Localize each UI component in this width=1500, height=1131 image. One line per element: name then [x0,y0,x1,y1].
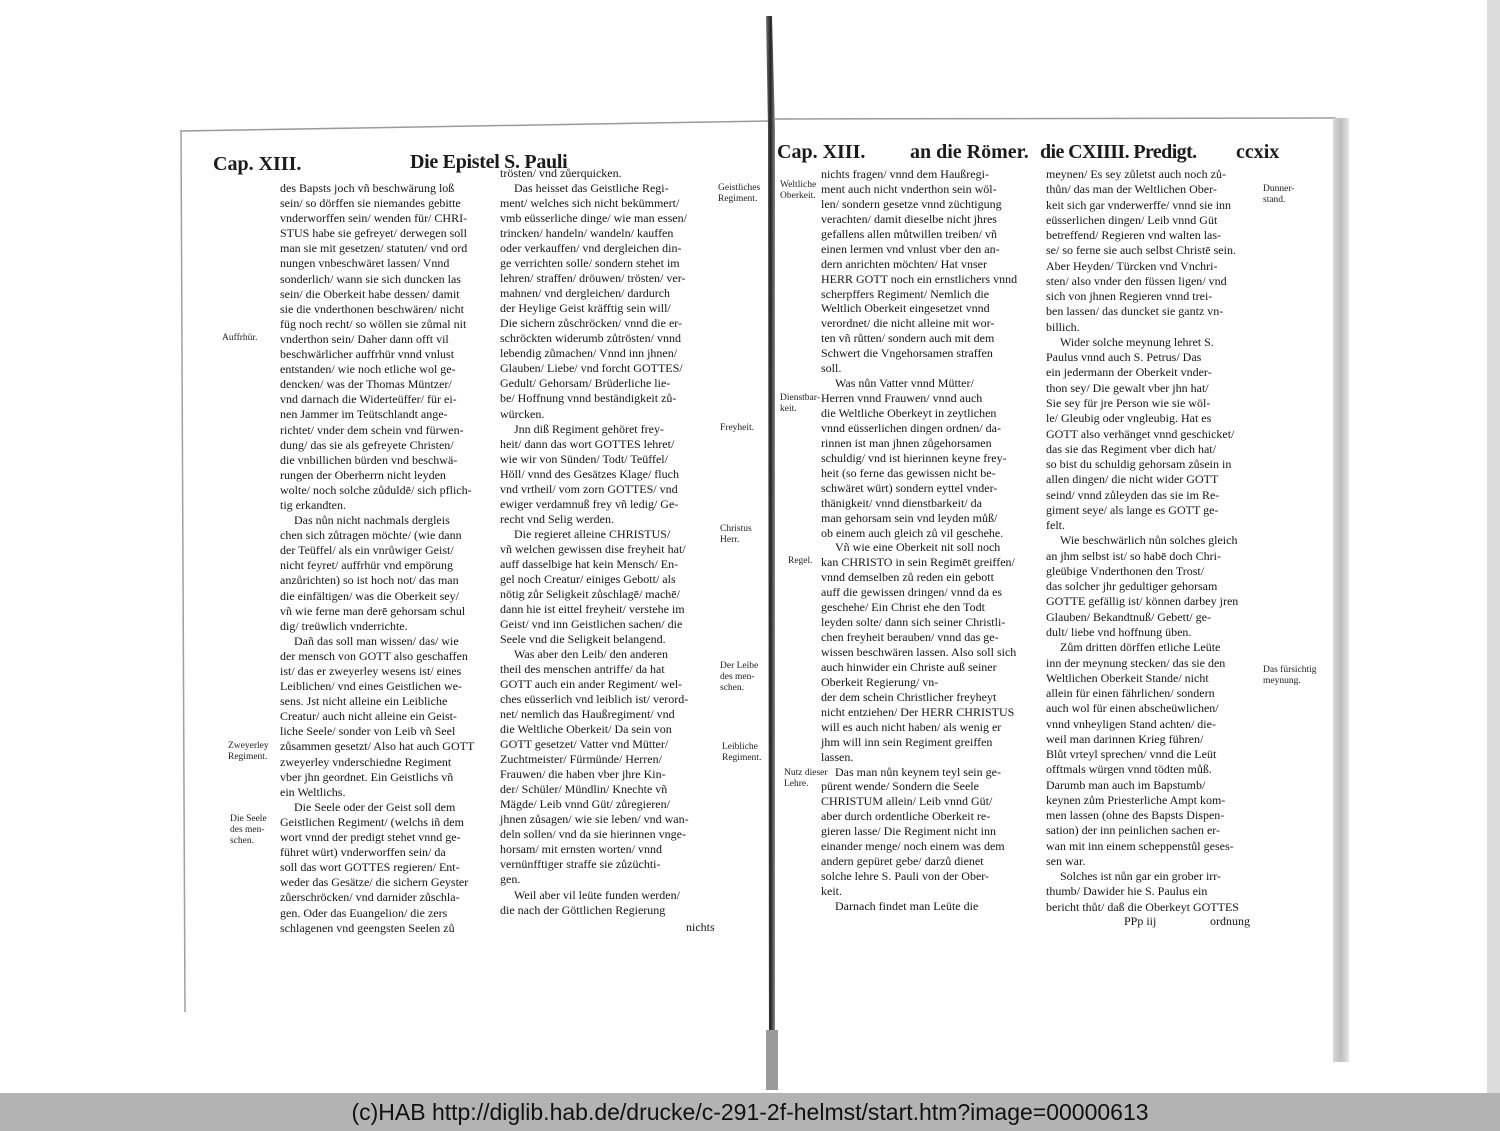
text-line: vmb eüsserliche dinge/ wie man essen/ [500,211,687,226]
text-line: der Heylige Geist kräfftig sein will/ [500,301,671,316]
text-line: wie wir von Sünden/ Todt/ Teüffel/ [500,451,668,466]
text-line: die Weltliche Oberkeyt in zeytlichen [821,406,997,420]
text-line: CHRISTUM allein/ Leib vnnd Güt/ [821,794,993,809]
text-line: füg noch recht/ so wöllen sie zůmal nit [280,316,467,331]
text-line: allein für einen fährlichen/ sondern [1046,686,1215,701]
text-line: HERR GOTT noch ein ernstlichers vnnd [821,271,1018,286]
text-line: le/ Gleubig oder vngleubig. Hat es [1046,411,1212,426]
text-line: ment/ welches sich nicht bekümmert/ [500,196,680,211]
text-line: jhm will inn sein Regiment greiffen [821,734,993,749]
text-line: Weil aber vil leüte funden werden/ [514,887,680,902]
text-line: auff die gewissen dringen/ vnnd da es [821,585,1003,600]
text-line: Sie sey für jre Person wie sie wöl- [1046,395,1211,410]
text-line: nicht entziehen/ Der HERR CHRISTUS [821,704,1015,719]
text-line: recht vnd Selig werden. [500,511,614,526]
text-line: vnnd vnheyligen Stand achten/ die- [1046,716,1216,731]
text-line: rungen der Oberherrn nicht leyden [280,467,446,482]
text-line: entstanden/ wie noch etliche wol ge- [280,362,456,377]
text-line: die einfältigen/ was die Oberkeit sey/ [280,588,459,603]
scan-edge [1487,0,1500,1093]
text-line: Herren vnnd Frauwen/ vnnd auch [821,391,983,406]
text-line: rinnen ist man jhnen zůgehorsamen [821,435,992,450]
text-line: keit. [821,884,842,898]
text-line: nen Jammer im Teütschlandt ange- [280,407,448,422]
text-line: ein jedermann der Oberkeit vnder- [1046,365,1212,380]
text-line: einen lermen vnd vnlust vber den an- [821,241,1000,256]
left-page-left-edge [181,131,185,1012]
text-line: Darnach findet man Leüte die [835,898,979,913]
text-line: zweyerley vnderschiedne Regiment [280,754,452,769]
text-line: Gedult/ Gehorsam/ Brüderliche lie- [500,376,671,391]
text-line: Aber Heyden/ Türcken vnd Vnchri- [1046,258,1218,273]
text-line: auch wol für einen abscheüwlichen/ [1046,701,1219,716]
text-line: gleübige Vnderthonen den Trost/ [1046,563,1205,578]
text-line: ben lassen/ das duncket sie gantz vn- [1046,304,1224,319]
margin-note: Das fürsichtig meynung. [1263,665,1317,686]
margin-note: Freyheit. [720,423,755,433]
text-line: dung/ das sie als gefreyete Christen/ [280,437,454,452]
text-line: pürent wende/ Sondern die Seele [821,779,979,794]
text-line: weder das Gesätze/ die sichern Geyster [280,875,469,890]
text-line: vnd vrtheil/ vom zorn GOTTES/ vnd [500,481,678,496]
text-line: richtet/ vnder dem schein vnd fürwen- [280,422,464,437]
text-line: wolte/ noch solche zůduldē/ sich pflich- [280,482,472,497]
left-page-top-edge [180,121,770,131]
text-line: schwäret würt) sondern eyttel vnder- [821,480,998,495]
text-line: Das nůn nicht nachmals dergleis [294,513,450,528]
margin-note: Dienstbar- keit. [780,393,820,414]
text-line: deln sollen/ vnd da sie hierinnen vnge- [500,827,686,842]
text-line: gen. Oder das Euangelion/ die zers [280,905,448,920]
copyright-bar [0,1093,1500,1131]
text-line: Das man nůn keynem teyl sein ge- [835,764,1001,779]
text-line: be/ Hoffnung vnnd beständigkeit zů- [500,391,677,406]
right-page-top-edge [775,118,1336,119]
text-line: Glauben/ Bekandtnuß/ Gebett/ ge- [1046,609,1211,624]
text-line: thůn/ das man der Weltlichen Ober- [1046,182,1217,197]
text-line: verachten/ damit dieselbe nicht jhres [821,211,997,226]
signature-mark: PPp iij [1124,914,1157,928]
text-line: ist/ das er zweyerley wesens ist/ eines [280,664,462,678]
text-line: nichts fragen/ vnnd dem Haußregi- [821,167,989,181]
text-line: Höll/ vnnd des Gesätzes Klage/ fluch [500,466,679,481]
margin-note: Weltliche Oberkeit. [780,180,817,201]
text-line: len/ sondern gesetze vnnd züchtigung [821,196,1002,211]
text-line: heit (so ferne das gewissen nicht be- [821,465,996,480]
text-line: schlagenen vnd geengsten Seelen zů [280,920,455,935]
text-line: ge verrichten solle/ sondern stehet im [500,256,680,271]
text-line: Glauben/ Liebe/ vnd forcht GOTTES/ [500,361,683,376]
text-line: GOTT also verhänget vnnd geschicket/ [1046,426,1235,441]
text-line: Schwert die Vngehorsamen straffen [821,346,993,361]
text-line: STUS habe sie gefreyet/ derwegen soll [280,226,467,241]
text-line: gel noch Creatur/ einiges Gebott/ als [500,571,676,586]
text-line: GOTTE gefällig ist/ können darbey jren [1046,594,1239,609]
gutter-lower-shade [766,1030,778,1090]
text-line: Solches ist nůn gar ein grober irr- [1060,869,1222,884]
text-line: giment seye/ als lange es GOTT ge- [1046,502,1219,517]
text-line: der/ Schüler/ Mündlin/ Knechte vñ [500,782,668,797]
text-line: Zuchtmeister/ Fürmünde/ Herren/ [500,752,662,767]
text-line: gen. [500,872,521,887]
text-line: einander menge/ noch einem was dem [821,839,1005,854]
text-line: kan CHRISTO in sein Regimēt greiffen/ [821,555,1015,570]
text-line: Mägde/ Leib vnnd Güt/ zůregieren/ [500,797,670,812]
text-line: vñ welchen gewissen dise freyheit hat/ [500,541,686,556]
text-line: andern gepüret gebe/ darzů dienet [821,854,984,869]
text-line: gieren lasse/ Die Regiment nicht inn [821,824,996,839]
text-line: Was nůn Vatter vnnd Mütter/ [835,376,974,391]
text-line: schröckten widerumb zůtrösten/ vnnd [500,331,681,346]
text-line: zůerschröcken/ vnd darnider zůschla- [280,890,460,905]
text-line: meynen/ Es sey zůletst auch noch zů- [1046,167,1226,181]
text-line: die vnbillichen bürden vnd beschwä- [280,452,458,467]
text-line: Leiblichen/ vnd eines Geistlichen we- [280,679,462,694]
text-line: ten vñ růtten/ sondern auch mit dem [821,331,995,346]
text-line: sie die vnderthonen beschwären/ nicht [280,301,464,316]
book-gutter [766,16,775,1088]
text-line: nicht feyret/ auffrhür vnd empörung [280,558,454,573]
margin-note: Die Seele des men- schen. [230,814,267,846]
text-line: vnderworffen sein/ wenden für/ CHRI- [280,211,468,226]
text-line: sein/ so dörffen sie niemandes gebitte [280,196,461,211]
text-line: sich von jhnen Regieren vnnd trei- [1046,289,1213,304]
text-line: dencken/ was der Thomas Müntzer/ [280,377,452,392]
text-line: leyden solte/ dann sich seiner Christli- [821,615,1006,630]
text-line: thänigkeit/ vnnd dienstbarkeit/ da [821,495,982,510]
running-title: Die Epistel S. Pauli [410,151,568,173]
text-line: GOTT auch ein ander Regiment/ wel- [500,677,683,692]
text-line: vnnd eüsserlichen dingen ordnen/ da- [821,420,1001,435]
text-line: vñ wie ferne man derē gehorsam schul [280,603,466,618]
text-line: Wider solche meynung lehret S. [1060,334,1214,349]
text-line: scherpffers Regiment/ Nemlich die [821,286,990,301]
text-line: ob einem auch gleich zů vil geschehe. [821,525,1004,540]
text-line: man gehorsam sein vnd leyden můß/ [821,510,998,525]
text-line: vnderthon sein/ Daher dann offt vil [280,331,449,346]
text-line: dult/ liebe vnd hoffnung üben. [1046,624,1192,639]
margin-note: Geistliches Regiment. [718,183,761,204]
text-line: dern anrichten möchten/ Hat vnser [821,256,987,271]
text-line: Blůt vrteyl sprechen/ vnnd die Leüt [1046,747,1217,762]
text-line: würcken. [500,406,545,421]
text-line: oder verkauffen/ vnd dergleichen din- [500,241,682,256]
text-line: seind/ vnnd zůleyden das sie im Re- [1046,487,1220,502]
text-line: sation) der inn peinlichen sachen er- [1046,823,1221,838]
text-line: wort vnnd der predigt stehet vnnd ge- [280,830,461,845]
text-line: chen sich zůtragen möchte/ (wie dann [280,528,462,543]
text-line: allen dingen/ die nicht wider GOTT [1046,472,1219,487]
text-line: der Teüffel/ als ein vnrůwiger Geist/ [280,543,454,558]
text-line: Paulus vnnd auch S. Petrus/ Das [1046,350,1202,365]
text-line: solche lehre S. Pauli von der Ober- [821,869,990,884]
text-line: zůsammen gesetzt/ Also hat auch GOTT [280,739,475,754]
text-line: beschwärlicher auffrhür vnnd vnlust [280,347,455,362]
text-line: eüsserlichen dingen/ Leib vnnd Güt [1046,212,1218,227]
text-line: sens. Jst nicht alleine ein Leibliche [280,694,448,709]
text-line: sein/ die Oberkeit habe dessen/ damit [280,286,460,301]
text-line: lebendig zůmachen/ Vnnd inn jhnen/ [500,346,678,361]
text-line: nötig zůr Seligkeit zůschlagē/ machē/ [500,586,680,601]
text-line: Zům dritten dörffen etliche Leüte [1060,640,1221,655]
text-line: schuldig/ vnd ist hierinnen keyne frey- [821,450,1007,465]
text-line: Wie beschwärlich nůn solches gleich [1060,533,1238,548]
text-line: heit/ dann das wort GOTTES lehret/ [500,436,675,451]
text-line: trincken/ handeln/ wandeln/ kauffen [500,226,674,241]
text-line: Das heisset das Geistliche Regi- [514,181,669,196]
text-line: vernünfftiger straffe sie zůzüchti- [500,857,661,872]
margin-note: Leibliche Regiment. [722,742,762,763]
margin-note: Christus Herr. [720,524,752,545]
text-line: keynen zům Priesterliche Ampt kom- [1046,792,1226,807]
sermon-number: die CXIIII. Predigt. [1040,141,1197,163]
text-line: Geist/ vnd inn Geistlichen sachen/ die [500,616,683,631]
chapter-label: Cap. XIII. [777,141,866,163]
text-line: men lassen (ohne des Bapsts Dispen- [1046,808,1225,823]
text-line: an jhm selbst ist/ so habē doch Chri- [1046,548,1221,563]
margin-note: Auffrhür. [222,333,258,343]
text-line: Frauwen/ die haben vber jhre Kin- [500,767,666,782]
text-line: wan mit inn einem scheppenstůl geses- [1046,838,1234,853]
text-line: ein Weltlichs. [280,784,346,799]
text-line: Oberkeit Regierung/ vn- [821,674,939,689]
margin-note: Der Leibe des men- schen. [720,661,759,693]
catchword: nichts [686,920,715,934]
text-line: trösten/ vnd zůerquicken. [500,166,622,180]
text-line: dann hie ist eittel freyheit/ verstehe im [500,601,685,616]
text-line: vnd darnach die Widerteüffer/ für ei- [280,392,457,407]
text-line: wissen beschwären lassen. Also soll sich [821,645,1017,659]
text-line: ches eüsserlich vnd leiblich ist/ verord- [500,692,689,707]
text-line: das solcher jhr gedultiger gehorsam [1046,579,1218,594]
text-line: Dañ das soll man wissen/ das/ wie [294,633,459,648]
text-line: Geistlichen Regiment/ (welchs iñ dem [280,814,464,829]
text-line: Die regieret alleine CHRISTUS/ [514,526,671,541]
text-line: Die Seele oder der Geist soll dem [294,799,456,814]
text-line: auff dasselbige hat kein Mensch/ En- [500,556,679,571]
text-line: auch hinwider ein Christe auß seiner [821,659,997,674]
margin-note: Dunner- stand. [1263,184,1295,205]
text-line: geschehe/ Ein Christ ehe den Todt [821,600,985,615]
text-line: anzůrichten) so ist hoch not/ das man [280,573,459,588]
text-line: das sie das Regiment vber dich hat/ [1046,441,1216,456]
text-line: betreffend/ Regieren vnd walten las- [1046,228,1222,243]
text-line: weil man darinnen Krieg führen/ [1046,731,1204,746]
text-line: Vñ wie eine Oberkeit nit soll noch [835,540,1001,555]
text-line: führet würt) vnderworffen sein/ da [280,845,446,860]
text-line: net/ nemlich das Haußregiment/ vnd [500,707,675,722]
text-line: sonderlich/ wann sie sich duncken las [280,271,461,286]
text-line: Weltlich Oberkeit eingesetzet vnnd [821,301,990,316]
text-line: chen freyheit berauben/ vnnd das ge- [821,630,999,645]
text-line: Seele vnd die Seligkeit belangend. [500,631,666,646]
text-line: man sie mit gesetzen/ statuten/ vnd ord [280,241,468,256]
text-line: nungen vnbeschwäret lassen/ Vnnd [280,256,450,271]
text-line: vnnd demselben zů reden ein gebott [821,570,994,585]
text-line: horsam/ mit ernsten worten/ vnnd [500,842,662,857]
text-line: des Bapsts joch vñ beschwärung loß [280,181,455,195]
text-line: Weltlichen Oberkeit Stande/ nicht [1046,670,1209,685]
text-line: sten/ also vnder den füssen ligen/ vnd [1046,273,1227,288]
text-line: tig erkandten. [280,497,346,512]
text-line: verordnet/ die nicht alleine mit wor- [821,316,995,331]
text-line: die nach der Göttlichen Regierung [500,902,666,917]
text-line: lassen. [821,749,854,764]
text-line: liche Seele/ sonder von Leib vñ Seel [280,724,456,739]
text-line: Darumb man auch im Bapstumb/ [1046,777,1206,792]
text-line: felt. [1046,518,1065,533]
text-line: sen war. [1046,853,1086,868]
text-line: theil des menschen antriffe/ da hat [500,662,665,677]
text-line: jhnen zůsagen/ wie sie leben/ vnd wan- [500,812,689,827]
text-line: vber jhn geordnet. Ein Geistlichs vñ [280,769,454,784]
text-line: gefallens allen můtwillen treiben/ vñ [821,226,997,241]
right-page-edge-shadow [1333,118,1349,1062]
text-line: Jnn diß Regiment gehöret frey- [514,421,664,436]
copyright-text: (c)HAB http://diglib.hab.de/drucke/c-291-2f-helmst/start.htm?image=00000613 [351,1099,1149,1125]
text-line: so bist du schuldig gehorsam zůsein in [1046,457,1232,472]
text-line: ewiger verdamnuß frey vñ ledig/ Ge- [500,496,679,511]
text-line: se/ so ferne sie auch selbst Christē sein. [1046,243,1236,258]
text-line: billich. [1046,319,1080,334]
margin-note: Regel. [788,556,813,566]
text-line: inn der meynung stecken/ das sie den [1046,655,1226,670]
text-line: will es auch nicht haben/ als wenig er [821,719,1002,734]
text-line: bericht thůt/ daß die Oberkeyt GOTTES [1046,899,1239,914]
text-line: dig/ treüwlich vnderrichte. [280,618,408,633]
text-line: thumb/ Dawider hie S. Paulus ein [1046,884,1208,899]
text-line: der mensch von GOTT also geschaffen [280,648,468,663]
running-title: an die Römer. [910,141,1029,163]
catchword: ordnung [1210,914,1250,928]
text-line: die Weltliche Oberkeit/ Da sein von [500,722,672,737]
text-line: aber durch ordentliche Oberkeit re- [821,809,991,824]
text-line: offtmals würgen vnnd tödten můß. [1046,762,1212,777]
folio-number: ccxix [1236,141,1280,163]
chapter-label: Cap. XIII. [213,153,302,175]
text-line: soll das wort GOTTES regieren/ Ent- [280,860,460,875]
text-line: ment auch nicht vnderthon sein wöl- [821,181,997,196]
text-line: Creatur/ auch nicht alleine ein Geist- [280,709,457,724]
text-line: Was aber den Leib/ den anderen [514,647,668,661]
text-line: mahnen/ vnd dergleichen/ dardurch [500,286,671,301]
text-line: soll. [821,361,842,376]
text-line: GOTT gesetzet/ Vatter vnd Mütter/ [500,737,669,752]
text-line: thon sey/ Die gewalt vber jhn hat/ [1046,380,1209,395]
margin-note: Zweyerley Regiment. [228,741,269,762]
margin-note: Nutz dieser Lehre. [784,768,828,789]
text-line: der dem schein Christlicher freyheyt [821,689,997,704]
text-line: lehren/ straffen/ dröuwen/ trösten/ ver- [500,271,686,286]
text-line: keit sich gar vnderwerffe/ vnnd sie inn [1046,197,1232,212]
text-line: Die sichern zůschröcken/ vnnd die er- [500,316,683,331]
